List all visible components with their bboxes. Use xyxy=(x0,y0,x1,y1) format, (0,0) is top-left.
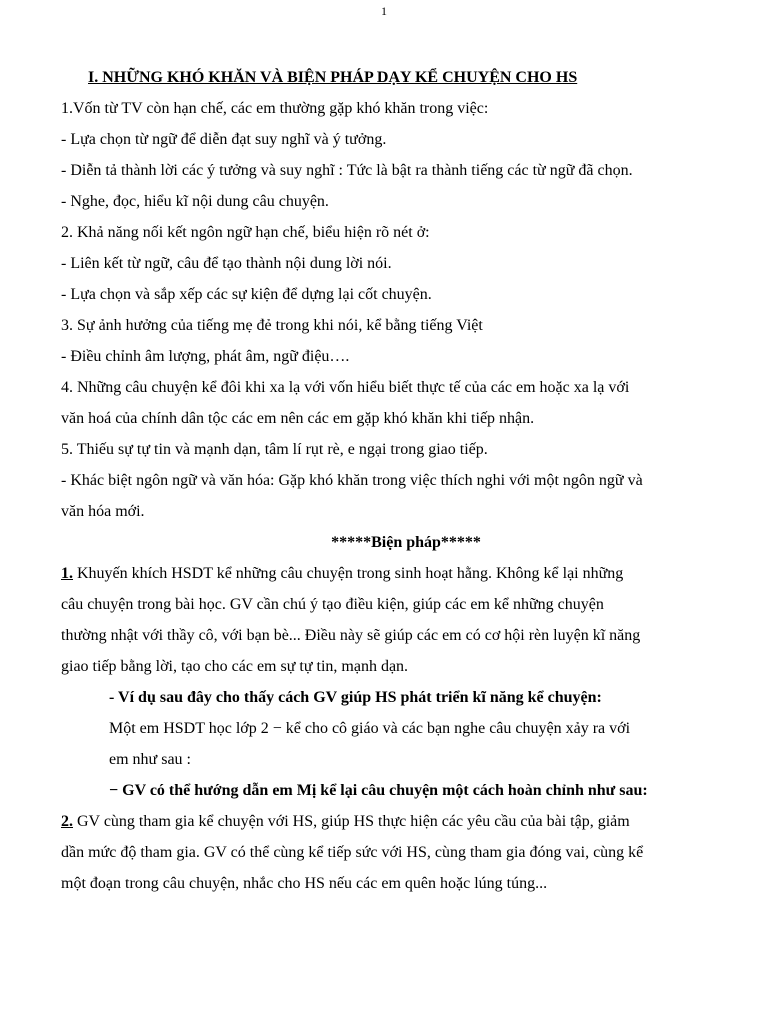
text-line: - Diễn tả thành lời các ý tưởng và suy nghĩ : Tức là bật ra thành tiếng các từ ngữ đã chọn. xyxy=(61,162,633,179)
example-line: em như sau : xyxy=(109,751,191,768)
text-line: - Khác biệt ngôn ngữ và văn hóa: Gặp khó khăn trong việc thích nghi với một ngôn ngữ và xyxy=(61,472,643,489)
paragraph-1-line: thường nhật với thầy cô, với bạn bè... Điều này sẽ giúp các em có cơ hội rèn luyện kĩ năng xyxy=(61,627,641,644)
paragraph-2-line: dần mức độ tham gia. GV có thể cùng kể tiếp sức với HS, cùng tham gia đóng vai, cùng kể xyxy=(61,844,644,861)
paragraph-number: 2. xyxy=(61,813,73,830)
text-line: văn hóa mới. xyxy=(61,503,145,520)
text-line: 4. Những câu chuyện kể đôi khi xa lạ với vốn hiểu biết thực tế của các em hoặc xa lạ với xyxy=(61,379,630,396)
document-body xyxy=(61,62,711,899)
text-line: - Điều chỉnh âm lượng, phát âm, ngữ điệu…. xyxy=(61,348,350,365)
paragraph-2-line: một đoạn trong câu chuyện, nhắc cho HS nếu các em quên hoặc lúng túng... xyxy=(61,875,548,892)
text-line: - Lựa chọn từ ngữ để diễn đạt suy nghĩ và ý tưởng. xyxy=(61,131,387,148)
paragraph-text: GV cùng tham gia kể chuyện với HS, giúp HS thực hiện các yêu cầu của bài tập, giảm xyxy=(73,813,630,830)
text-line: - Nghe, đọc, hiểu kĩ nội dung câu chuyện. xyxy=(61,193,329,210)
paragraph-1-line xyxy=(61,558,711,589)
paragraph-number: 1. xyxy=(61,565,73,582)
text-line: 1.Vốn từ TV còn hạn chế, các em thường gặp khó khăn trong việc: xyxy=(61,100,489,117)
text-line: 3. Sự ảnh hưởng của tiếng mẹ đẻ trong khi nói, kể bằng tiếng Việt xyxy=(61,317,483,334)
example-line: Một em HSDT học lớp 2 − kể cho cô giáo và các bạn nghe câu chuyện xảy ra với xyxy=(109,720,631,737)
paragraph-1-line: giao tiếp bằng lời, tạo cho các em sự tự tin, mạnh dạn. xyxy=(61,658,409,675)
text-line: 2. Khả năng nối kết ngôn ngữ hạn chế, biểu hiện rõ nét ở: xyxy=(61,224,430,241)
text-line: 5. Thiếu sự tự tin và mạnh dạn, tâm lí rụt rè, e ngại trong giao tiếp. xyxy=(61,441,488,458)
paragraph-text: Khuyến khích HSDT kể những câu chuyện trong sinh hoạt hằng. Không kể lại những xyxy=(73,565,624,582)
subsection-title: *****Biện pháp***** xyxy=(331,534,481,551)
text-line: - Lựa chọn và sắp xếp các sự kiện để dựng lại cốt chuyện. xyxy=(61,286,432,303)
section-heading: I. NHỮNG KHÓ KHĂN VÀ BIỆN PHÁP DẠY KỂ CHUYỆN CHO HS xyxy=(88,69,578,86)
example-guide: − GV có thể hướng dẫn em Mị kể lại câu chuyện một cách hoàn chỉnh như sau: xyxy=(109,782,648,799)
page-number: 1 xyxy=(381,4,387,18)
paragraph-2-line xyxy=(61,806,711,837)
text-line: - Liên kết từ ngữ, câu để tạo thành nội dung lời nói. xyxy=(61,255,392,272)
paragraph-1-line: câu chuyện trong bài học. GV cần chú ý tạo điều kiện, giúp các em kể những chuyện xyxy=(61,596,604,613)
example-title: - Ví dụ sau đây cho thấy cách GV giúp HS phát triển kĩ năng kể chuyện: xyxy=(109,689,602,706)
text-line: văn hoá của chính dân tộc các em nên các em gặp khó khăn khi tiếp nhận. xyxy=(61,410,535,427)
